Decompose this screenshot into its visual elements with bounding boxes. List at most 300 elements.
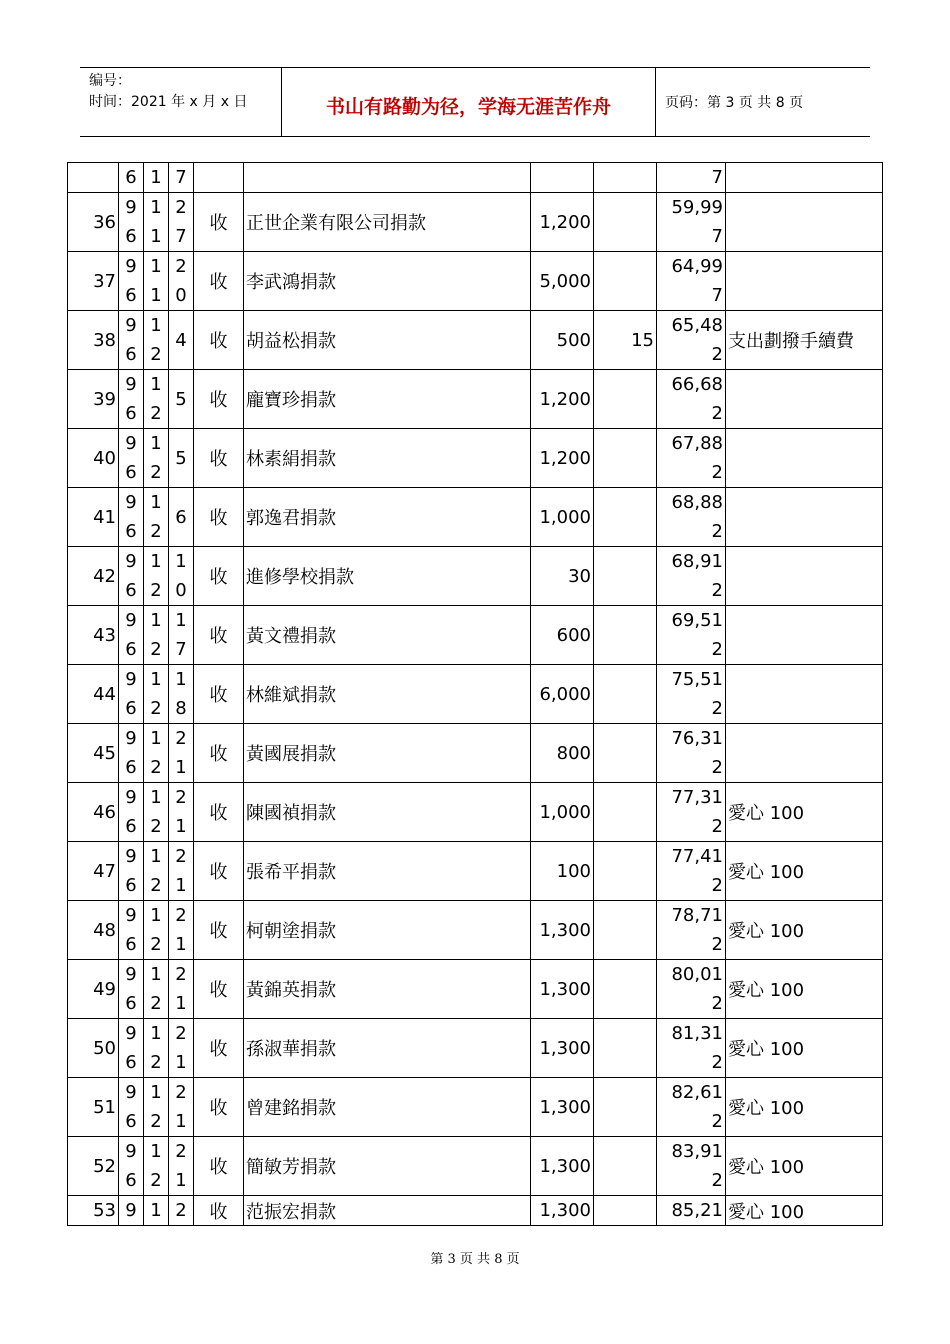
- date-digit: 8: [175, 698, 187, 719]
- row-number: 43: [68, 606, 119, 665]
- date-digit: 1: [150, 433, 162, 454]
- date-digit: 2: [150, 757, 162, 778]
- date-month: [144, 665, 169, 724]
- row-number-cell: [68, 163, 119, 193]
- date-digit: 6: [125, 875, 137, 896]
- table-row: [68, 665, 883, 724]
- expense-amount: [594, 901, 657, 960]
- balance-line: 82,61: [671, 1082, 723, 1103]
- date-year: [119, 1078, 144, 1137]
- date-digit: 1: [175, 610, 187, 631]
- expense-amount: [594, 429, 657, 488]
- date-year: [119, 783, 144, 842]
- date-digit: 1: [150, 728, 162, 749]
- date-digit: 6: [125, 344, 137, 365]
- entry-note: [726, 665, 883, 724]
- date-digit: 9: [125, 787, 137, 808]
- entry-note: 愛心 100: [726, 783, 883, 842]
- table-row: [68, 901, 883, 960]
- date-digit: 1: [150, 964, 162, 985]
- balance-amount: [657, 193, 726, 252]
- row-number: 48: [68, 901, 119, 960]
- entry-note: [726, 370, 883, 429]
- date-month: [144, 193, 169, 252]
- entry-description: 林維斌捐款: [244, 665, 531, 724]
- entry-type: 收: [194, 960, 244, 1019]
- balance-line: 2: [711, 639, 723, 660]
- date-year: [119, 193, 144, 252]
- date-month: [144, 1137, 169, 1196]
- balance-line: 2: [711, 344, 723, 365]
- date-year: [119, 429, 144, 488]
- balance-line: 66,68: [671, 374, 723, 395]
- balance-line: 2: [711, 1111, 723, 1132]
- date-digit: 2: [175, 197, 187, 218]
- date-digit: 9: [125, 197, 137, 218]
- date-month: [144, 960, 169, 1019]
- entry-type: 收: [194, 429, 244, 488]
- row-number: 46: [68, 783, 119, 842]
- date-digit: 1: [150, 787, 162, 808]
- row-number: 42: [68, 547, 119, 606]
- date-digit: 6: [125, 403, 137, 424]
- expense-amount: [594, 252, 657, 311]
- balance-line: 81,31: [671, 1023, 723, 1044]
- row-number: 36: [68, 193, 119, 252]
- date-month: 1: [144, 1196, 169, 1226]
- entry-type: 收: [194, 1019, 244, 1078]
- entry-note: 愛心 100: [726, 901, 883, 960]
- date-digit: 1: [150, 226, 162, 247]
- date-digit: 1: [150, 846, 162, 867]
- expense-amount: [594, 488, 657, 547]
- date-month: [144, 252, 169, 311]
- entry-description: 柯朝塗捐款: [244, 901, 531, 960]
- date-day: [169, 1019, 194, 1078]
- expense-amount: [594, 842, 657, 901]
- row-number: 51: [68, 1078, 119, 1137]
- date-digit: 9: [125, 315, 137, 336]
- income-amount: 1,300: [531, 901, 594, 960]
- date-month: [144, 311, 169, 370]
- table-row: [68, 783, 883, 842]
- date-digit: 6: [125, 934, 137, 955]
- row-number: 44: [68, 665, 119, 724]
- date-day: [169, 1078, 194, 1137]
- date-digit: 2: [175, 256, 187, 277]
- entry-description: 孫淑華捐款: [244, 1019, 531, 1078]
- date-digit: 2: [150, 462, 162, 483]
- balance-line: 77,41: [671, 846, 723, 867]
- balance-amount: [657, 901, 726, 960]
- entry-note: [726, 193, 883, 252]
- row-number: 53: [68, 1196, 119, 1226]
- date-digit: 1: [175, 1052, 187, 1073]
- balance-line: 2: [711, 757, 723, 778]
- entry-type: 收: [194, 1137, 244, 1196]
- balance-amount: [657, 311, 726, 370]
- entry-description: 郭逸君捐款: [244, 488, 531, 547]
- date-digit: 6: [125, 226, 137, 247]
- balance-line: 2: [711, 580, 723, 601]
- balance-line: 78,71: [671, 905, 723, 926]
- balance-line: 2: [711, 993, 723, 1014]
- entry-type: 收: [194, 488, 244, 547]
- date-digit: 1: [150, 669, 162, 690]
- date-year: [119, 606, 144, 665]
- balance-amount: [657, 842, 726, 901]
- income-cell: [531, 163, 594, 193]
- entry-type: 收: [194, 665, 244, 724]
- income-amount: 1,200: [531, 429, 594, 488]
- date-digit: 2: [175, 905, 187, 926]
- table-row: [68, 1196, 883, 1226]
- balance-line: 68,88: [671, 492, 723, 513]
- entry-type: 收: [194, 606, 244, 665]
- table-row: [68, 1019, 883, 1078]
- date-digit: 7: [169, 163, 194, 193]
- row-number: 49: [68, 960, 119, 1019]
- balance-line: 77,31: [671, 787, 723, 808]
- date-year: [119, 370, 144, 429]
- date-digit: 6: [125, 698, 137, 719]
- date-digit: 2: [150, 698, 162, 719]
- date-day: [169, 665, 194, 724]
- balance-line: 2: [711, 521, 723, 542]
- balance-line: 2: [711, 875, 723, 896]
- table-row: [68, 1137, 883, 1196]
- expense-amount: [594, 724, 657, 783]
- date-year: [119, 901, 144, 960]
- date-digit: 9: [125, 846, 137, 867]
- entry-description: 曾建銘捐款: [244, 1078, 531, 1137]
- table-row: [68, 252, 883, 311]
- date-month: [144, 783, 169, 842]
- income-amount: 1,300: [531, 1019, 594, 1078]
- date-digit: 2: [175, 964, 187, 985]
- date-digit: 1: [150, 1141, 162, 1162]
- date-day: [169, 901, 194, 960]
- date-month: [144, 724, 169, 783]
- date-digit: 1: [150, 315, 162, 336]
- balance-cell: 7: [657, 163, 726, 193]
- date-digit: 6: [125, 521, 137, 542]
- balance-line: 69,51: [671, 610, 723, 631]
- expense-amount: 15: [594, 311, 657, 370]
- entry-type: 收: [194, 724, 244, 783]
- balance-line: 2: [711, 1170, 723, 1191]
- balance-amount: [657, 783, 726, 842]
- expense-cell: [594, 163, 657, 193]
- row-number: 38: [68, 311, 119, 370]
- date-day: 6: [169, 488, 194, 547]
- date-year: [119, 488, 144, 547]
- entry-note: [726, 488, 883, 547]
- date-digit: 9: [125, 374, 137, 395]
- entry-type: 收: [194, 901, 244, 960]
- entry-note: 愛心 100: [726, 960, 883, 1019]
- table-row: [68, 724, 883, 783]
- entry-description: 正世企業有限公司捐款: [244, 193, 531, 252]
- date-digit: 1: [175, 934, 187, 955]
- ledger-table: [67, 162, 883, 1226]
- entry-description: 黃國展捐款: [244, 724, 531, 783]
- date-year: [119, 842, 144, 901]
- date-digit: 9: [125, 1082, 137, 1103]
- entry-type: 收: [194, 1078, 244, 1137]
- date-day: 5: [169, 370, 194, 429]
- date-digit: 2: [175, 787, 187, 808]
- balance-line: 68,91: [671, 551, 723, 572]
- date-digit: 6: [119, 163, 144, 193]
- entry-description: 黃文禮捐款: [244, 606, 531, 665]
- date-digit: 6: [125, 993, 137, 1014]
- date-day: [169, 960, 194, 1019]
- header-motto-cell: [282, 68, 656, 136]
- date-digit: 9: [125, 610, 137, 631]
- date-day: [169, 842, 194, 901]
- income-amount: 1,200: [531, 370, 594, 429]
- balance-amount: [657, 665, 726, 724]
- date-digit: 1: [175, 1111, 187, 1132]
- description-cell: [244, 163, 531, 193]
- entry-type: 收: [194, 252, 244, 311]
- balance-amount: [657, 488, 726, 547]
- balance-amount: [657, 1137, 726, 1196]
- income-amount: 5,000: [531, 252, 594, 311]
- date-digit: 1: [175, 993, 187, 1014]
- date-month: [144, 429, 169, 488]
- balance-line: 80,01: [671, 964, 723, 985]
- date-year: [119, 724, 144, 783]
- date-year: [119, 1137, 144, 1196]
- date-digit: 1: [150, 492, 162, 513]
- entry-note: [726, 252, 883, 311]
- row-number: 50: [68, 1019, 119, 1078]
- balance-line: 75,51: [671, 669, 723, 690]
- income-amount: 800: [531, 724, 594, 783]
- date-digit: 1: [175, 551, 187, 572]
- date-digit: 9: [125, 728, 137, 749]
- table-row: [68, 547, 883, 606]
- table-row: [68, 488, 883, 547]
- date-day: 2: [169, 1196, 194, 1226]
- entry-description: 張希平捐款: [244, 842, 531, 901]
- entry-note: 愛心 100: [726, 1078, 883, 1137]
- date-digit: 1: [150, 551, 162, 572]
- entry-note: 愛心 100: [726, 1137, 883, 1196]
- date-digit: 9: [125, 551, 137, 572]
- row-number: 39: [68, 370, 119, 429]
- entry-description: 進修學校捐款: [244, 547, 531, 606]
- date-digit: 6: [125, 580, 137, 601]
- date-digit: 9: [125, 1023, 137, 1044]
- income-amount: 6,000: [531, 665, 594, 724]
- date-day: 4: [169, 311, 194, 370]
- date-digit: 2: [175, 728, 187, 749]
- balance-amount: [657, 252, 726, 311]
- entry-type: 收: [194, 370, 244, 429]
- date-digit: 2: [150, 816, 162, 837]
- table-row: [68, 311, 883, 370]
- date-digit: 1: [144, 163, 169, 193]
- date-digit: 0: [175, 285, 187, 306]
- balance-amount: [657, 547, 726, 606]
- page-label: 页码：第 3 页 共 8 页: [665, 95, 804, 111]
- date-month: [144, 842, 169, 901]
- balance-amount: [657, 724, 726, 783]
- date-day: [169, 252, 194, 311]
- expense-amount: [594, 370, 657, 429]
- expense-amount: [594, 1196, 657, 1226]
- balance-amount: [657, 960, 726, 1019]
- date-year: [119, 665, 144, 724]
- income-amount: 1,000: [531, 783, 594, 842]
- entry-note: 愛心 100: [726, 1019, 883, 1078]
- balance-line: 64,99: [671, 256, 723, 277]
- balance-line: 2: [711, 934, 723, 955]
- note-cell: [726, 163, 883, 193]
- header-meta: [80, 68, 282, 136]
- balance-line: 2: [711, 816, 723, 837]
- balance-line: 2: [711, 462, 723, 483]
- income-amount: 1,200: [531, 193, 594, 252]
- date-digit: 9: [125, 669, 137, 690]
- date-day: [169, 606, 194, 665]
- date-digit: 1: [175, 757, 187, 778]
- type-cell: [194, 163, 244, 193]
- header-motto: 书山有路勤为径，学海无涯苦作舟: [325, 96, 611, 118]
- income-amount: 600: [531, 606, 594, 665]
- date-digit: 9: [125, 256, 137, 277]
- date-digit: 2: [150, 1111, 162, 1132]
- date-digit: 6: [125, 816, 137, 837]
- balance-line: 76,31: [671, 728, 723, 749]
- date-digit: 1: [150, 905, 162, 926]
- date-digit: 2: [150, 521, 162, 542]
- date-digit: 0: [175, 580, 187, 601]
- table-row: [68, 606, 883, 665]
- entry-type: 收: [194, 193, 244, 252]
- date-digit: 2: [150, 580, 162, 601]
- income-amount: 1,000: [531, 488, 594, 547]
- date-digit: 1: [175, 1170, 187, 1191]
- table-row: [68, 429, 883, 488]
- table-row: [68, 370, 883, 429]
- date-day: [169, 1137, 194, 1196]
- date-year: [119, 547, 144, 606]
- balance-amount: 85,21: [657, 1196, 726, 1226]
- expense-amount: [594, 1137, 657, 1196]
- date-digit: 1: [150, 610, 162, 631]
- date-digit: 1: [150, 374, 162, 395]
- entry-type: 收: [194, 783, 244, 842]
- date-digit: 2: [175, 846, 187, 867]
- time-label: 时间：2021 年 x 月 x 日: [89, 94, 248, 110]
- date-month: [144, 488, 169, 547]
- entry-type: 收: [194, 311, 244, 370]
- date-digit: 6: [125, 1111, 137, 1132]
- date-year: 9: [119, 1196, 144, 1226]
- entry-description: 李武鴻捐款: [244, 252, 531, 311]
- date-digit: 2: [150, 1052, 162, 1073]
- date-digit: 2: [175, 1023, 187, 1044]
- date-digit: 2: [175, 1082, 187, 1103]
- entry-type: 收: [194, 547, 244, 606]
- header-page-cell: [655, 68, 870, 136]
- expense-amount: [594, 1019, 657, 1078]
- date-digit: 9: [125, 433, 137, 454]
- date-day: [169, 547, 194, 606]
- date-digit: 6: [125, 757, 137, 778]
- date-month: [144, 901, 169, 960]
- balance-line: 67,88: [671, 433, 723, 454]
- date-digit: 2: [150, 403, 162, 424]
- date-year: [119, 960, 144, 1019]
- income-amount: 1,300: [531, 1078, 594, 1137]
- balance-line: 2: [711, 403, 723, 424]
- income-amount: 30: [531, 547, 594, 606]
- entry-description: 陳國禎捐款: [244, 783, 531, 842]
- balance-line: 83,91: [671, 1141, 723, 1162]
- entry-description: 范振宏捐款: [244, 1196, 531, 1226]
- date-digit: 6: [125, 639, 137, 660]
- row-number: 41: [68, 488, 119, 547]
- date-month: [144, 1078, 169, 1137]
- date-digit: 1: [175, 875, 187, 896]
- entry-description: 簡敏芳捐款: [244, 1137, 531, 1196]
- expense-amount: [594, 783, 657, 842]
- entry-note: 愛心 100: [726, 1196, 883, 1226]
- balance-line: 2: [711, 1052, 723, 1073]
- date-digit: 1: [150, 197, 162, 218]
- date-digit: 2: [150, 639, 162, 660]
- date-digit: 2: [150, 1170, 162, 1191]
- balance-line: 2: [711, 698, 723, 719]
- entry-description: 黃錦英捐款: [244, 960, 531, 1019]
- balance-amount: [657, 1019, 726, 1078]
- expense-amount: [594, 606, 657, 665]
- date-month: [144, 606, 169, 665]
- balance-line: 65,48: [671, 315, 723, 336]
- page-header: [80, 67, 870, 137]
- date-digit: 2: [175, 1141, 187, 1162]
- balance-amount: [657, 429, 726, 488]
- date-year: [119, 1019, 144, 1078]
- date-day: 5: [169, 429, 194, 488]
- income-amount: 1,300: [531, 1137, 594, 1196]
- date-digit: 1: [150, 285, 162, 306]
- date-year: [119, 311, 144, 370]
- date-digit: 1: [150, 1082, 162, 1103]
- entry-note: [726, 606, 883, 665]
- entry-note: 支出劃撥手續費: [726, 311, 883, 370]
- table-row: [68, 1078, 883, 1137]
- date-day: [169, 724, 194, 783]
- date-day: [169, 783, 194, 842]
- expense-amount: [594, 960, 657, 1019]
- date-digit: 1: [150, 1023, 162, 1044]
- entry-type: 收: [194, 842, 244, 901]
- expense-amount: [594, 1078, 657, 1137]
- date-digit: 7: [175, 639, 187, 660]
- date-digit: 6: [125, 285, 137, 306]
- balance-amount: [657, 370, 726, 429]
- date-digit: 6: [125, 1170, 137, 1191]
- date-digit: 2: [150, 875, 162, 896]
- date-month: [144, 547, 169, 606]
- row-number: 52: [68, 1137, 119, 1196]
